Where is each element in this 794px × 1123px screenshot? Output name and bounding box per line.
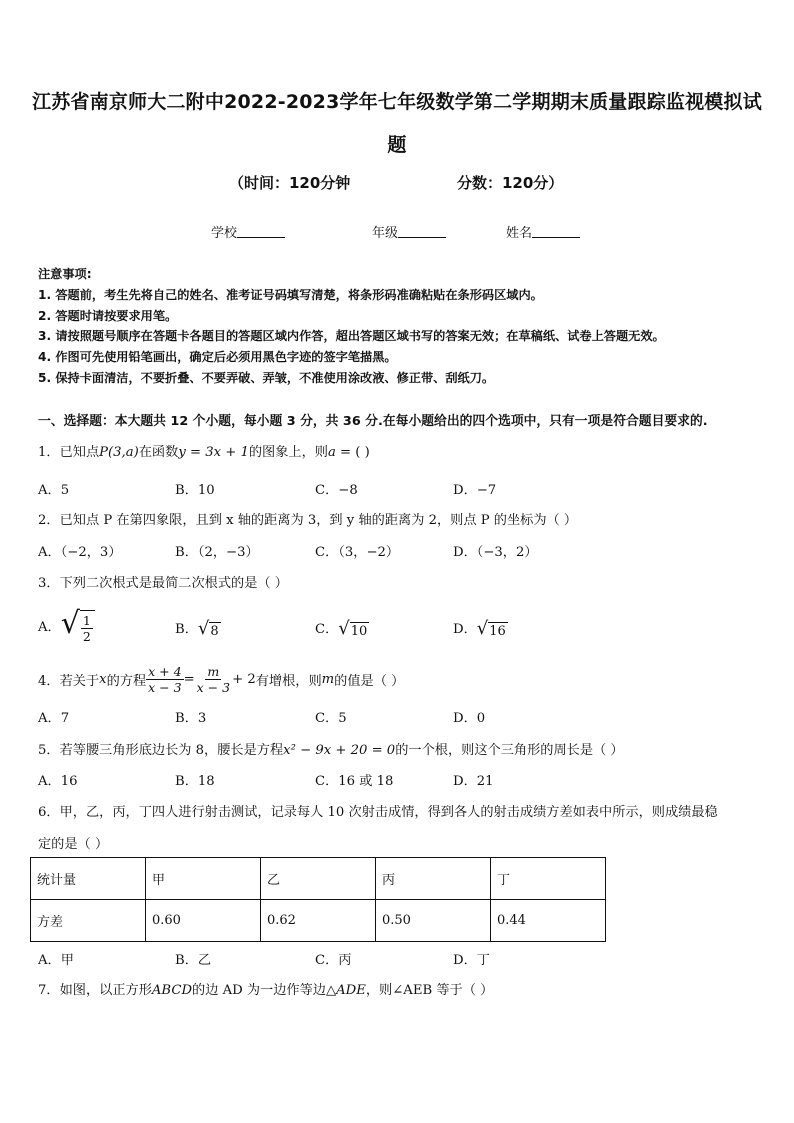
q6-stem-line2: 定的是（ ）: [38, 837, 109, 852]
table-row: [31, 900, 606, 942]
q3-label-c: C．: [315, 622, 339, 637]
table-cell: 0.62: [261, 900, 376, 942]
q3-a-denominator: 2: [82, 629, 91, 644]
q7-stem: [38, 979, 493, 998]
table-header-cell: 丁: [491, 858, 606, 900]
q2-option-c: C．（3，−2）: [315, 545, 400, 560]
exam-time: （时间：120分钟: [229, 174, 351, 192]
q7-prefix: 7．如图，以正方形: [38, 983, 152, 998]
table-cell: 0.50: [376, 900, 491, 942]
q1-option-b: B．10: [175, 483, 215, 498]
q5-option-b: B．18: [175, 774, 215, 789]
table-header-cell: 甲: [146, 858, 261, 900]
q1-point: P(3,a): [99, 445, 139, 460]
table-cell: 0.60: [146, 900, 261, 942]
grade-field: [372, 222, 446, 241]
q2-option-a: A．（−2，3）: [38, 545, 122, 560]
note-item: 3. 请按照题号顺序在答题卡各题目的答题区域内作答，超出答题区域书写的答案无效；在草稿纸、试卷上答题无效。: [38, 329, 665, 344]
q6-option-b: B．乙: [175, 953, 212, 968]
q3-label-d: D．: [453, 622, 477, 637]
q3-label-b: B．: [175, 622, 198, 637]
table-row: [31, 858, 606, 900]
q6-option-d: D．丁: [453, 953, 490, 968]
exam-score: 分数：120分）: [457, 174, 564, 192]
q2-option-b: B．（2，−3）: [175, 545, 259, 560]
table-cell: 方差: [31, 900, 146, 942]
q4-fraction-2: [195, 664, 232, 695]
name-blank: [532, 225, 580, 238]
q5-option-a: A．16: [38, 774, 78, 789]
q1-option-d: D．−7: [453, 483, 497, 498]
note-item: 4. 作图可先使用铅笔画出，确定后必须用黑色字迹的签字笔描黑。: [38, 350, 397, 365]
q4-f1-denominator: x − 3: [148, 680, 182, 695]
q1-mid: 在函数: [138, 445, 179, 460]
q4-option-a: A．7: [38, 711, 70, 726]
q4-var-m: m: [321, 672, 335, 687]
q3-stem: 3．下列二次根式是最简二次根式的是（ ）: [38, 576, 288, 591]
q7-square-name: ABCD: [151, 983, 193, 998]
q4-fraction-1: [146, 664, 183, 695]
q6-option-c: C．丙: [315, 953, 352, 968]
notes-heading: 注意事项:: [38, 267, 92, 281]
q5-option-d: D．21: [453, 774, 494, 789]
q1-function: y = 3x + 1: [178, 445, 249, 460]
q4-f2-denominator: x − 3: [196, 680, 231, 695]
note-item: 1. 答题前，考生先将自己的姓名、准考证号码填写清楚，将条形码准确粘贴在条形码区域内。: [38, 287, 543, 302]
exam-title-line2: 题: [387, 134, 407, 156]
q5-equation: x² − 9x + 20 = 0: [283, 743, 396, 758]
note-item: 5. 保持卡面清洁，不要折叠、不要弄破、弄皱，不准使用涂改液、修正带、刮纸刀。: [38, 370, 495, 385]
table-header-cell: 丙: [376, 858, 491, 900]
q1-end: = ( ): [335, 445, 370, 460]
q4-f2-numerator: m: [207, 664, 220, 679]
q3-option-b: B． √ 8: [175, 617, 219, 639]
q7-suffix: ，则∠AEB 等于（ ）: [365, 983, 494, 998]
grade-blank: [398, 225, 446, 238]
q4-option-c: C．5: [315, 711, 347, 726]
q4-var-x: x: [99, 672, 107, 687]
q4-mid: 的方程: [106, 674, 147, 689]
q5-suffix: 的一个根，则这个三角形的周长是（ ）: [395, 743, 624, 758]
q3-option-d: D． √ 16: [453, 617, 506, 639]
q4-equals: =: [183, 672, 195, 687]
q3-label-a: A．: [38, 619, 61, 635]
school-blank: [237, 225, 285, 238]
q5-option-c: C．16 或 18: [315, 774, 394, 789]
q3-a-numerator: 1: [82, 613, 91, 628]
q5-prefix: 5．若等腰三角形底边长为 8，腰长是方程: [38, 743, 284, 758]
q6-stem-line1: 6．甲，乙，丙，丁四人进行射击测试，记录每人 10 次射击成情，得到各人的射击成绩方差如表中所示，则成绩最稳: [38, 805, 718, 820]
name-field: [506, 222, 580, 241]
q3-c-radicand: 10: [350, 623, 368, 639]
notes-block: [38, 264, 665, 389]
grade-label: 年级: [372, 226, 399, 241]
q1-suffix: 的图象上，则: [248, 445, 328, 460]
q4-end: 的值是（ ）: [334, 674, 405, 689]
table-cell: 0.44: [491, 900, 606, 942]
q3-option-c: C． √ 10: [315, 617, 368, 639]
exam-title-line1: 江苏省南京师大二附中2022-2023学年七年级数学第二学期期末质量跟踪监视模拟试: [32, 91, 762, 113]
q4-option-d: D．0: [453, 711, 486, 726]
name-label: 姓名: [506, 226, 533, 241]
q1-prefix: 1．已知点: [38, 445, 100, 460]
q2-stem: 2．已知点 P 在第四象限，且到 x 轴的距离为 3，到 y 轴的距离为 2，则点 P 的坐标为（ ）: [38, 513, 578, 528]
q7-triangle-name: △ADE: [326, 983, 366, 998]
table-header-cell: 统计量: [31, 858, 146, 900]
q4-plus: + 2: [232, 672, 256, 687]
section1-heading: 一、选择题：本大题共 12 个小题，每小题 3 分，共 36 分.在每小题给出的四个选项中，只有一项是符合题目要求的.: [38, 414, 708, 429]
q4-suffix: 有增根，则: [255, 674, 322, 689]
q1-var: a: [327, 445, 336, 460]
q4-option-b: B．3: [175, 711, 207, 726]
q4-f1-numerator: x + 4: [148, 664, 182, 679]
q5-stem: [38, 739, 624, 758]
q2-option-d: D．（−3，2）: [453, 545, 538, 560]
school-field: [211, 222, 285, 241]
variance-table: [30, 857, 606, 942]
q1-stem: [38, 441, 370, 460]
q6-option-a: A．甲: [38, 953, 74, 968]
table-header-cell: 乙: [261, 858, 376, 900]
q4-prefix: 4．若关于: [38, 674, 100, 689]
q1-option-c: C．−8: [315, 483, 358, 498]
note-item: 2. 答题时请按要求用笔。: [38, 308, 178, 323]
q3-d-radicand: 16: [489, 623, 506, 639]
q7-mid: 的边 AD 为一边作等边: [192, 983, 326, 998]
q3-b-radicand: 8: [210, 623, 219, 639]
sqrt-symbol: √ $\frac{1}{2}$: [61, 606, 95, 644]
school-label: 学校: [211, 226, 238, 241]
q3-option-a: [38, 606, 95, 644]
q4-stem: [38, 664, 404, 695]
q1-option-a: A．5: [38, 483, 70, 498]
